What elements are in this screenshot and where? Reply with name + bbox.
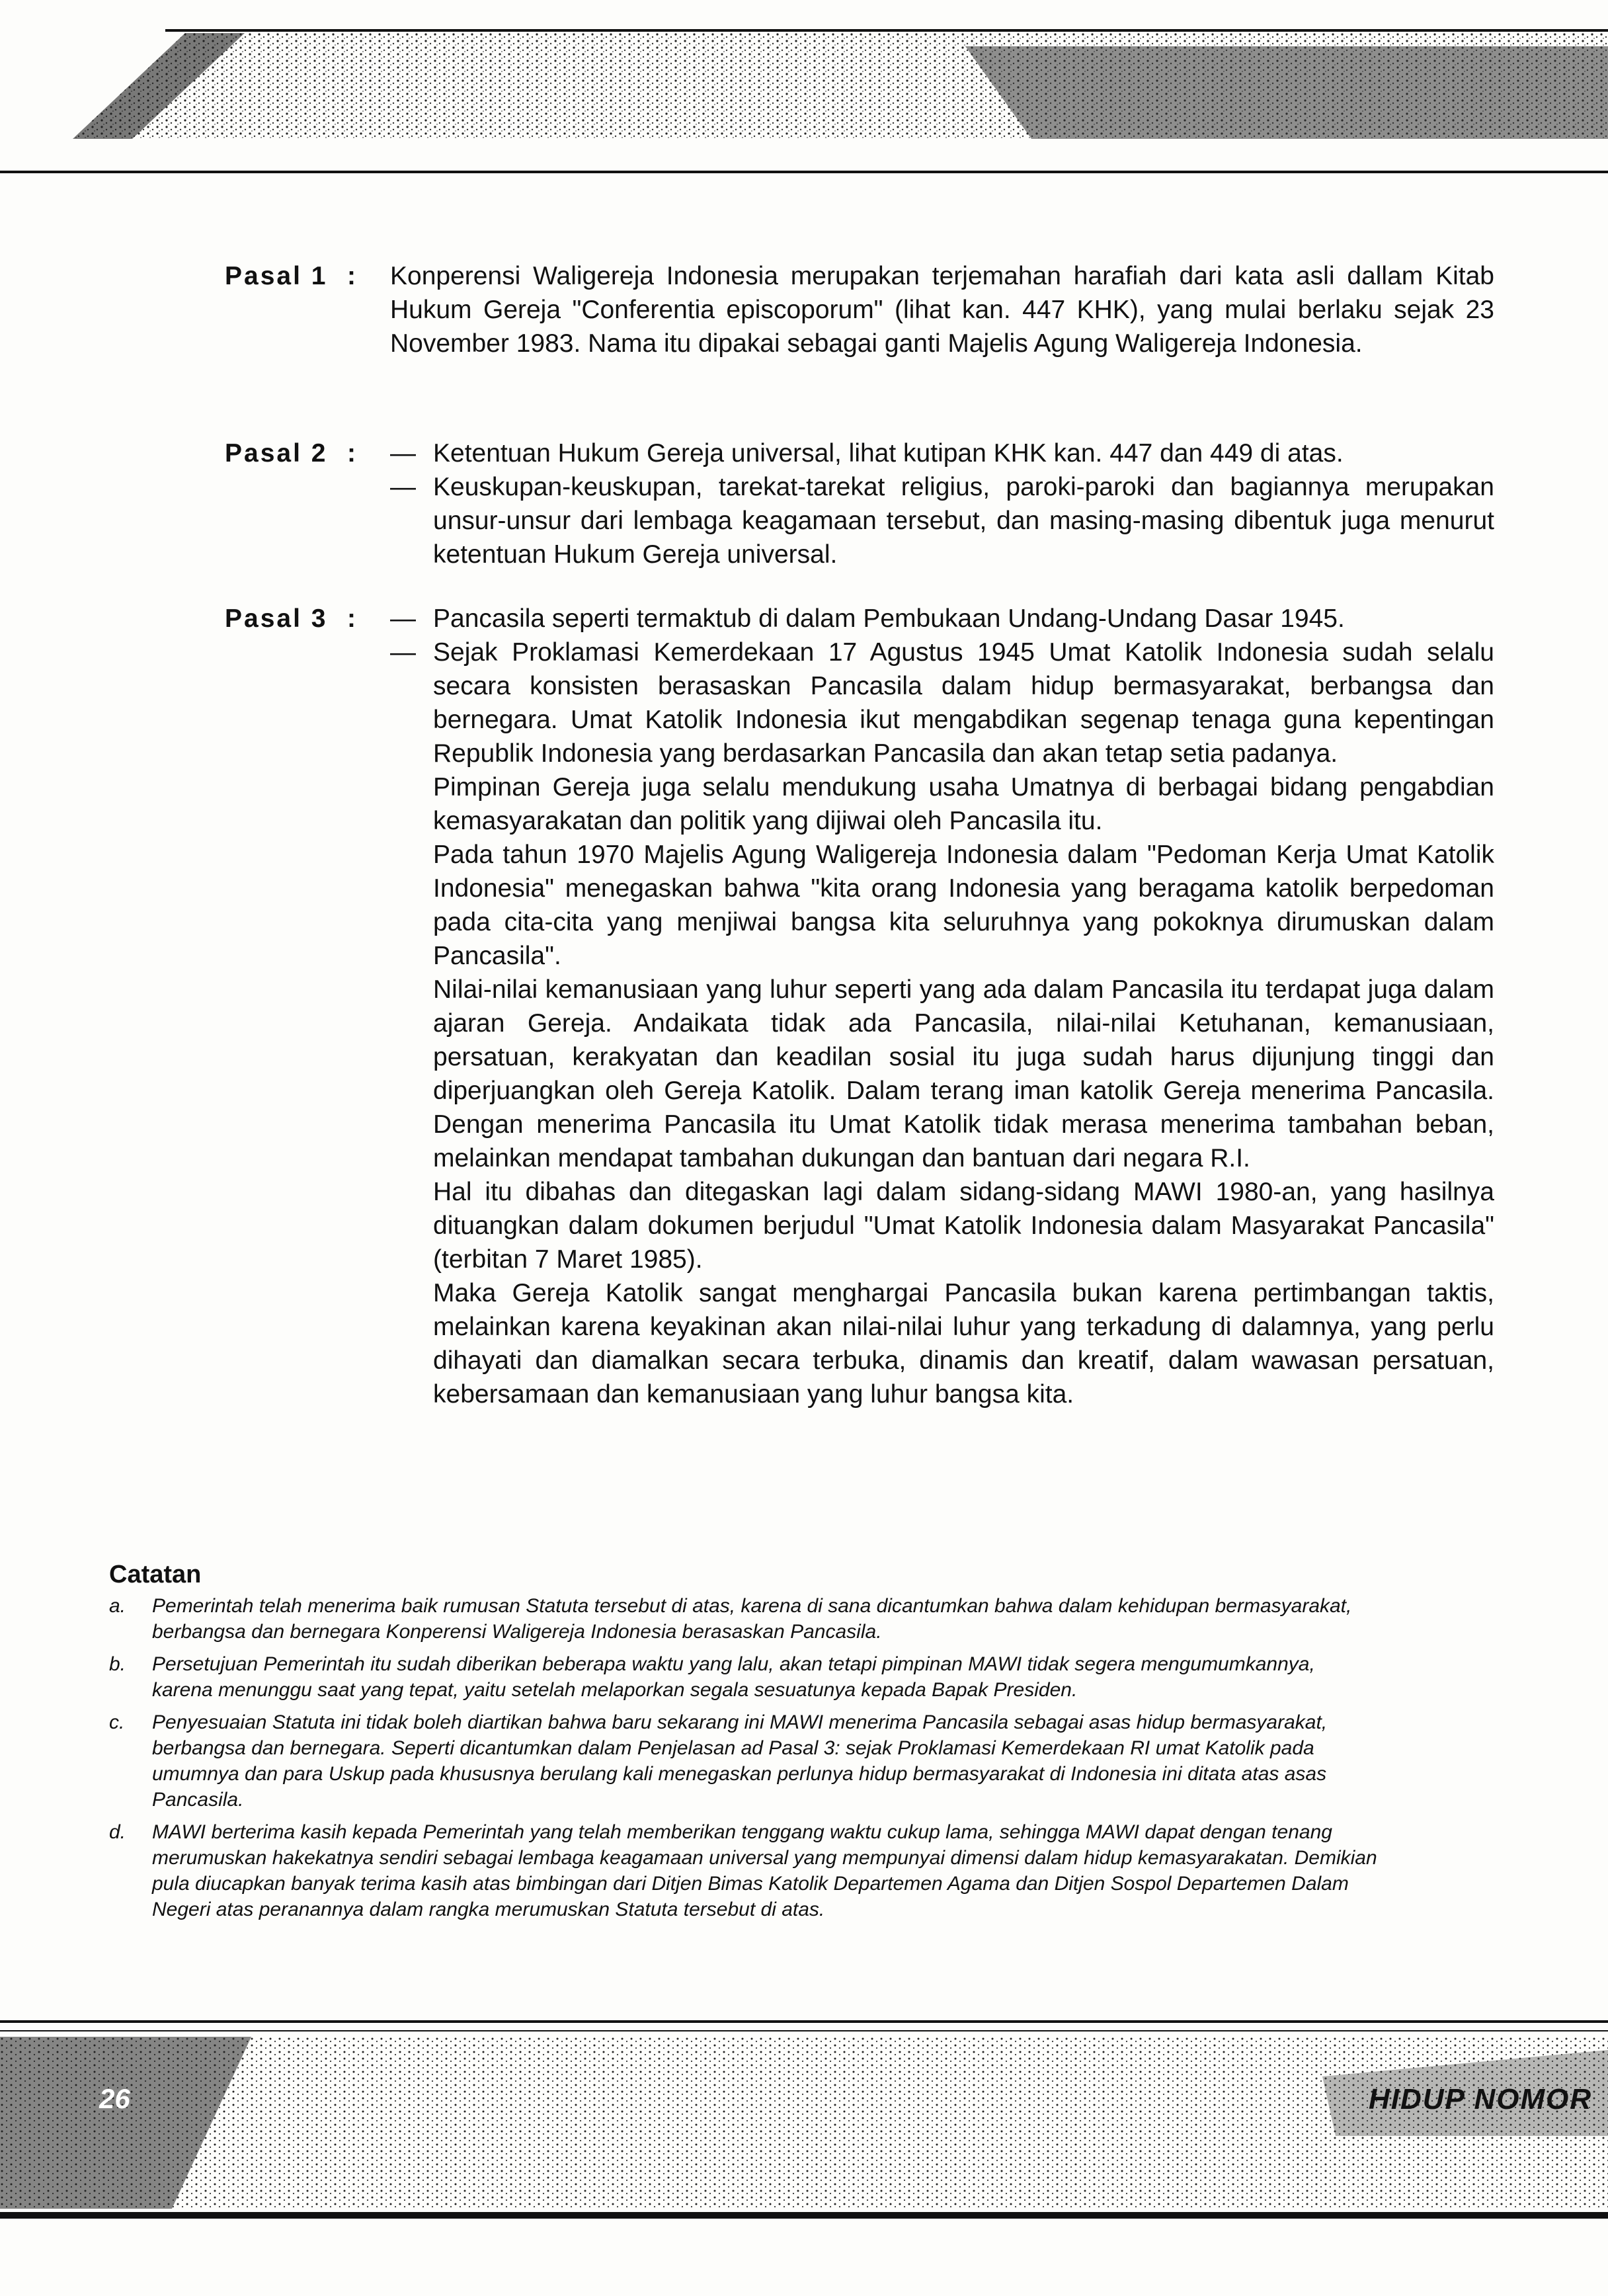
- note-text: Penyesuaian Statuta ini tidak boleh diartikan bahwa baru sekarang ini MAWI menerima Pancasila sebagai asas hidup bermasyarakat, berbangsa dan bernegara. Seperti dicantumkan dalam Penjelasan ad Pasal 3: sejak Proklamasi Kemerdekaan RI umat Katolik pada umumnya dan para Uskup pada khususnya berulang kali menegaskan perlunya hidup bermasyarakat di Indonesia ini ditata atas asas Pancasila.: [152, 1711, 1328, 1811]
- footer-decoration: [0, 2037, 1608, 2209]
- pasal-label: Pasal 1: [225, 262, 328, 290]
- list-item: [390, 436, 1494, 470]
- paragraph: Maka Gereja Katolik sangat menghargai Pancasila bukan karena pertimbangan taktis, melainkan karena keyakinan akan nilai-nilai luhur yang terkadung di dalamnya, yang perlu dihayati dan diamalkan secara terbuka, dinamis dan kreatif, dalam wawasan persatuan, kebersamaan dan kemanusiaan yang luhur bangsa kita.: [433, 1279, 1494, 1409]
- dash-bullet: —: [390, 604, 416, 633]
- pasal-colon: :: [347, 604, 356, 633]
- note-item: [109, 1593, 1379, 1645]
- note-letter: a.: [109, 1595, 126, 1617]
- header-decoration: [73, 20, 1608, 139]
- dash-bullet: —: [390, 473, 416, 501]
- pasal-label: Pasal 3: [225, 604, 328, 633]
- item-text: Keuskupan-keuskupan, tarekat-tarekat religius, paroki-paroki dan bagiannya merupakan unsur-unsur dari lembaga keagamaan tersebut, dan masing-masing dibentuk juga menurut ketentuan Hukum Gereja universal.: [433, 473, 1494, 569]
- note-letter: d.: [109, 1821, 126, 1843]
- note-letter: b.: [109, 1653, 126, 1675]
- dash-bullet: —: [390, 638, 416, 667]
- note-item: [109, 1819, 1379, 1922]
- note-text: MAWI berterima kasih kepada Pemerintah yang telah memberikan tenggang waktu cukup lama, sehingga MAWI dapat dengan tenang merumuskan hakekatnya sendiri sebagai lembaga keagamaan universal yang mempunyai dimensi dalam hidup kemasyarakatan. Demikian pula diucapkan banyak terima kasih atas bimbingan dari Ditjen Bimas Katolik Departemen Agama dan Ditjen Sospol Departemen Dalam Negeri atas peranannya dalam rangka merumuskan Statuta tersebut di atas.: [152, 1821, 1377, 1920]
- note-text: Persetujuan Pemerintah itu sudah diberikan beberapa waktu yang lalu, akan tetapi pimpinan MAWI tidak segera mengumumkannya, karena menunggu saat yang tepat, yaitu setelah melaporkan segala sesuatunya kepada Bapak Presiden.: [152, 1653, 1315, 1701]
- note-item: [109, 1651, 1379, 1703]
- note-item: [109, 1709, 1379, 1813]
- pasal-colon: :: [347, 262, 356, 290]
- list-item: [390, 470, 1494, 571]
- pasal-label: Pasal 2: [225, 439, 328, 468]
- page-number: 26: [99, 2083, 130, 2114]
- note-text: Pemerintah telah menerima baik rumusan Statuta tersebut di atas, karena di sana dicantumkan bahwa dalam kehidupan bermasyarakat, berbangsa dan bernegara Konperensi Waligereja Indonesia berasaskan Pancasila.: [152, 1595, 1352, 1643]
- paragraph: Hal itu dibahas dan ditegaskan lagi dalam sidang-sidang MAWI 1980-an, yang hasilnya dituangkan dalam dokumen berjudul "Umat Katolik Indonesia dalam Masyarakat Pancasila" (terbitan 7 Maret 1985).: [433, 1178, 1494, 1274]
- paragraph: Nilai-nilai kemanusiaan yang luhur seperti yang ada dalam Pancasila itu terdapat juga dalam ajaran Gereja. Andaikata tidak ada Pancasila, nilai-nilai Ketuhanan, kemanusiaan, persatuan, kerakyatan dan keadilan sosial itu juga sudah harus dijunjung tinggi dan diperjuangkan oleh Gereja Katolik. Dalam terang iman katolik Gereja menerima Pancasila. Dengan menerima Pancasila itu Umat Katolik tidak merasa menerima tambahan beban, melainkan mendapat tambahan dukungan dan bantuan dari negara R.I.: [433, 975, 1494, 1172]
- paragraph: Pimpinan Gereja juga selalu mendukung usaha Umatnya di berbagai bidang pengabdian kemasyarakatan dan politik yang dijiwai oleh Pancasila itu.: [433, 773, 1494, 835]
- magazine-name: HIDUP NOMOR: [1369, 2083, 1593, 2115]
- footer-rule: [0, 2030, 1608, 2031]
- dash-bullet: —: [390, 439, 416, 468]
- header-rule: [0, 171, 1608, 173]
- list-item: [390, 636, 1494, 770]
- catatan-title: Catatan: [109, 1561, 202, 1588]
- item-text: Ketentuan Hukum Gereja universal, lihat kutipan KHK kan. 447 dan 449 di atas.: [433, 439, 1344, 468]
- pasal-1-text: Konperensi Waligereja Indonesia merupakan terjemahan harafiah dari kata asli dallam Kitab Hukum Gereja "Conferentia episcoporum" (lihat kan. 447 KHK), yang mulai berlaku sejak 23 November 1983. Nama itu dipakai sebagai ganti Majelis Agung Waligereja Indonesia.: [390, 262, 1494, 358]
- footer-rule: [0, 2212, 1608, 2219]
- footer-rule: [0, 2020, 1608, 2023]
- paragraph: Pada tahun 1970 Majelis Agung Waligereja Indonesia dalam "Pedoman Kerja Umat Katolik Indonesia" menegaskan bahwa "kita orang Indonesia yang beragama katolik berpedoman pada cita-cita yang menjiwai bangsa kita seluruhnya yang pokoknya dirumuskan dalam Pancasila".: [433, 840, 1494, 970]
- note-letter: c.: [109, 1711, 125, 1733]
- header-rule: [165, 29, 1608, 32]
- catatan-section: [109, 1561, 1379, 1929]
- pasal-colon: :: [347, 439, 356, 468]
- item-text: Sejak Proklamasi Kemerdekaan 17 Agustus 1945 Umat Katolik Indonesia sudah selalu secara konsisten berasaskan Pancasila dalam hidup bermasyarakat, berbangsa dan bernegara. Umat Katolik Indonesia ikut mengabdikan segenap tenaga guna kepentingan Republik Indonesia yang berdasarkan Pancasila dan akan tetap setia padanya.: [433, 638, 1494, 768]
- item-text: Pancasila seperti termaktub di dalam Pembukaan Undang-Undang Dasar 1945.: [433, 604, 1345, 633]
- list-item: [390, 602, 1494, 636]
